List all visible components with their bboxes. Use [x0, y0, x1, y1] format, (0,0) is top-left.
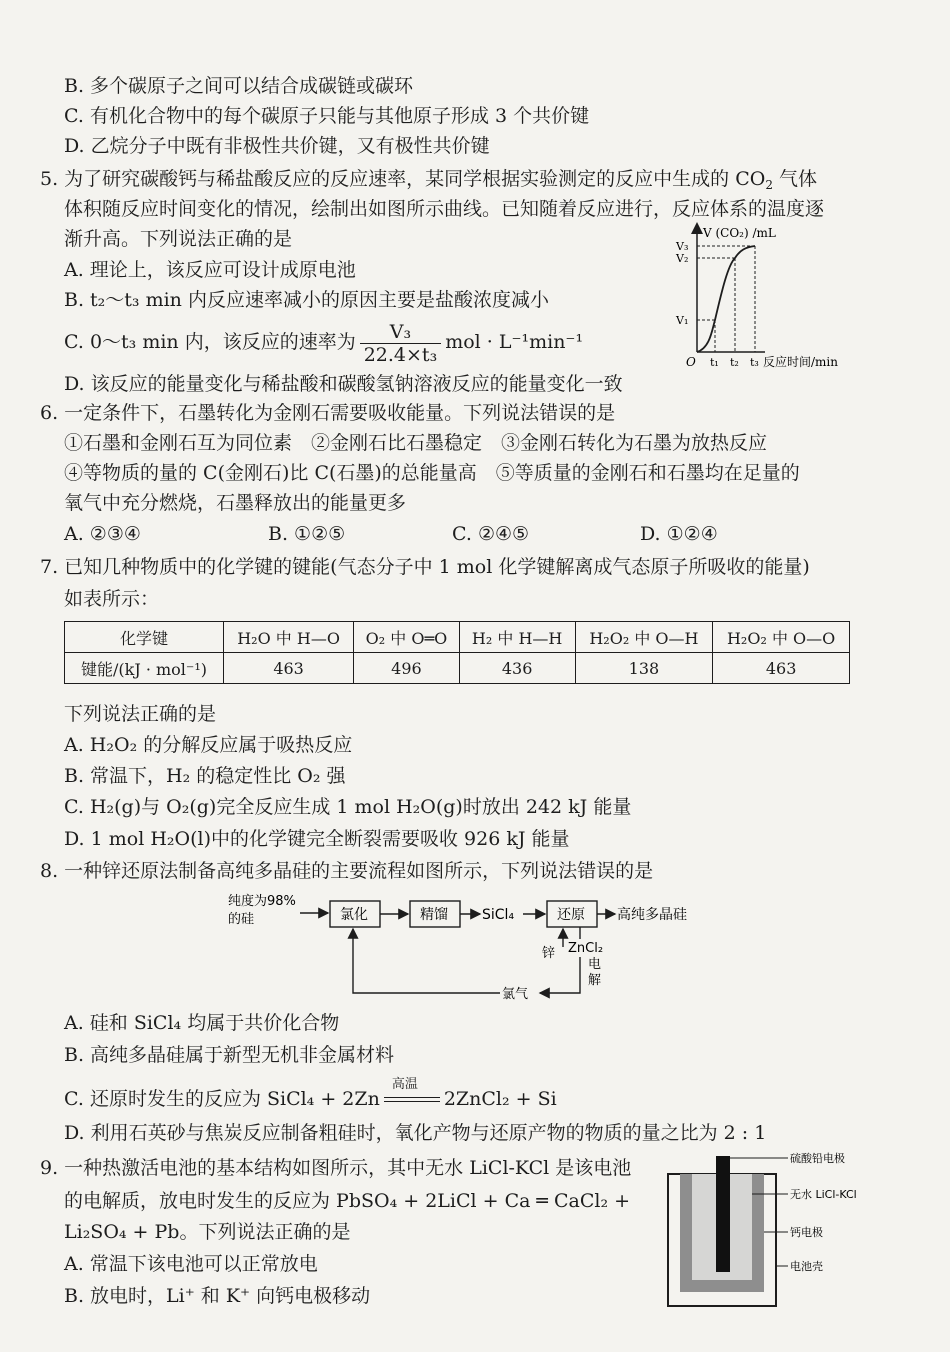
flow-zinc-label: 锌: [542, 946, 556, 961]
q9-option-b: B. 放电时，Li⁺ 和 K⁺ 向钙电极移动: [64, 1285, 371, 1307]
q8-process-flow-diagram: [220, 885, 720, 1005]
q8-option-c-suffix: 2ZnCl₂ + Si: [443, 1088, 557, 1110]
q4-option-c: C. 有机化合物中的每个碳原子只能与其他原子形成 3 个共价键: [64, 105, 590, 127]
q6-option-c: C. ②④⑤: [452, 523, 530, 545]
graph-tick-v1: V₁: [676, 314, 689, 327]
q6-option-a: A. ②③④: [64, 523, 141, 545]
q9-stem-line2: 的电解质，放电时发生的反应为 PbSO₄ + 2LiCl + Ca ═ CaCl₂ +: [64, 1190, 631, 1212]
q5-volume-time-graph: [670, 220, 860, 380]
table-header-cell: H₂O 中 H—O: [224, 622, 354, 653]
q5-rate-fraction: [360, 321, 441, 366]
label-battery-shell: 电池壳: [790, 1260, 823, 1273]
q8-condition-label: 高温: [391, 1077, 418, 1092]
flow-box3-label: 还原: [557, 907, 585, 923]
q4-option-d: D. 乙烷分子中既有非极性共价键，又有极性共价键: [64, 135, 490, 157]
q6-stem: 6. 一定条件下，石墨转化为金刚石需要吸收能量。下列说法错误的是: [40, 402, 616, 424]
q5-option-c: [64, 316, 583, 368]
graph-tick-v3: V₃: [676, 240, 689, 253]
table-cell: 496: [354, 653, 460, 684]
q5-fraction-denominator: 22.4×t₃: [363, 343, 438, 366]
flow-electrolysis-label1: 电: [588, 957, 602, 972]
table-cell: 键能/(kJ · mol⁻¹): [65, 653, 224, 684]
lead-sulfate-electrode: [716, 1156, 730, 1272]
q8-option-a: A. 硅和 SiCl₄ 均属于共价化合物: [64, 1012, 340, 1034]
q9-battery-diagram: [660, 1146, 880, 1316]
q5-stem-line1: 5. 为了研究碳酸钙与稀盐酸反应的反应速率，某同学根据实验测定的反应中生成的 $CO_2$ 气体: [40, 168, 818, 192]
table-header-row: [65, 622, 850, 653]
q6-statement-line1: ①石墨和金刚石互为同位素 ②金刚石比石墨稳定 ③金刚石转化为石墨为放热反应: [64, 432, 768, 454]
graph-origin: O: [686, 355, 696, 369]
graph-tick-t3: t₃: [750, 356, 759, 369]
q5-rate-unit: mol · L⁻¹min⁻¹: [445, 331, 584, 353]
q8-option-b: B. 高纯多晶硅属于新型无机非金属材料: [64, 1044, 395, 1066]
label-calcium-electrode: 钙电极: [790, 1226, 823, 1239]
q8-equals-line-bottom: [384, 1101, 440, 1102]
q9-option-a: A. 常温下该电池可以正常放电: [64, 1253, 318, 1275]
flow-chlorine-loop-arrow: [353, 929, 500, 993]
q5-stem-line2: 体积随反应时间变化的情况，绘制出如图所示曲线。已知随着反应进行，反应体系的温度逐: [64, 198, 825, 220]
q8-condition-arrow: [380, 1077, 444, 1112]
label-electrolyte: 无水 LiCl-KCl: [790, 1188, 857, 1201]
table-cell: 463: [224, 653, 354, 684]
graph-tick-v2: V₂: [676, 252, 689, 265]
q7-option-b: B. 常温下，H₂ 的稳定性比 O₂ 强: [64, 765, 346, 787]
flow-mid-label: SiCl₄: [482, 907, 515, 923]
q8-option-c-prefix: C. 还原时发生的反应为 SiCl₄ + 2Zn: [64, 1088, 380, 1110]
flow-box2-label: 精馏: [420, 907, 448, 923]
flow-zncl2-label: ZnCl₂: [568, 941, 604, 956]
q7-option-d: D. 1 mol H₂O(l)中的化学键完全断裂需要吸收 926 kJ 能量: [64, 828, 570, 850]
q8-stem: 8. 一种锌还原法制备高纯多晶硅的主要流程如图所示，下列说法错误的是: [40, 860, 654, 882]
q5-option-b: B. t₂～t₃ min 内反应速率减小的原因主要是盐酸浓度减小: [64, 289, 549, 311]
graph-y-label: V (CO₂) /mL: [703, 226, 776, 240]
flow-box1-label: 氯化: [340, 907, 368, 923]
graph-tick-t1: t₁: [710, 356, 719, 369]
table-header-cell: 化学键: [65, 622, 224, 653]
q8-option-c: [64, 1077, 557, 1112]
flow-electrolysis-label2: 解: [588, 973, 602, 988]
table-cell: 436: [459, 653, 575, 684]
bond-energy-table: [64, 621, 850, 684]
q7-option-c: C. H₂(g)与 O₂(g)完全反应生成 1 mol H₂O(g)时放出 242 kJ 能量: [64, 796, 632, 818]
q8-option-d: D. 利用石英砂与焦炭反应制备粗硅时，氧化产物与还原产物的物质的量之比为 2 : 1: [64, 1122, 767, 1144]
flow-output-label: 高纯多晶硅: [617, 907, 687, 923]
q6-option-b: B. ①②⑤: [268, 523, 346, 545]
table-row: [65, 653, 850, 684]
table-cell: 138: [575, 653, 713, 684]
q7-option-a: A. H₂O₂ 的分解反应属于吸热反应: [64, 734, 353, 756]
flow-input-line1: 纯度为98%: [228, 894, 296, 909]
q5-stem-line1a: 5. 为了研究碳酸钙与稀盐酸反应的反应速率，某同学根据实验测定的反应中生成的 CO: [40, 168, 766, 190]
table-header-cell: O₂ 中 O═O: [354, 622, 460, 653]
table-header-cell: H₂O₂ 中 O—O: [713, 622, 850, 653]
label-lead-electrode: 硫酸铅电极: [790, 1152, 845, 1165]
flow-input-line2: 的硅: [228, 912, 255, 927]
q7-stem-line2: 如表所示：: [64, 588, 160, 610]
flow-chlorine-label: 氯气: [502, 987, 529, 1002]
q5-stem-line1b: 气体: [772, 168, 818, 190]
q9-stem-line1: 9. 一种热激活电池的基本结构如图所示，其中无水 LiCl-KCl 是该电池: [40, 1157, 632, 1179]
table-cell: 463: [713, 653, 850, 684]
graph-tick-t2: t₂: [730, 356, 739, 369]
q7-stem-line1: 7. 已知几种物质中的化学键的键能(气态分子中 1 mol 化学键解离成气态原子所吸收的能量): [40, 556, 810, 578]
graph-x-label: 反应时间/min: [763, 355, 838, 369]
table-header-cell: H₂O₂ 中 O—H: [575, 622, 713, 653]
q6-option-d: D. ①②④: [640, 523, 718, 545]
flow-chlorine-return-arrow: [540, 957, 580, 993]
q8-equals-line-top: [384, 1097, 440, 1098]
q9-stem-line3: Li₂SO₄ + Pb。下列说法正确的是: [64, 1221, 351, 1243]
q5-option-a: A. 理论上，该反应可设计成原电池: [64, 259, 356, 281]
graph-curve: [697, 246, 755, 352]
q5-stem-line3: 渐升高。下列说法正确的是: [64, 228, 293, 250]
q7-ask: 下列说法正确的是: [64, 703, 217, 725]
q6-statement-line2: ④等物质的量的 C(金刚石)比 C(石墨)的总能量高 ⑤等质量的金刚石和石墨均在足量的: [64, 462, 800, 484]
q5-option-c-prefix: C. 0～t₃ min 内，该反应的速率为: [64, 331, 356, 353]
table-header-cell: H₂ 中 H—H: [459, 622, 575, 653]
q4-option-b: B. 多个碳原子之间可以结合成碳链或碳环: [64, 75, 414, 97]
q5-fraction-numerator: V₃: [360, 321, 441, 344]
q6-statement-line3: 氧气中充分燃烧，石墨释放出的能量更多: [64, 492, 407, 514]
q5-option-d: D. 该反应的能量变化与稀盐酸和碳酸氢钠溶液反应的能量变化一致: [64, 373, 623, 395]
